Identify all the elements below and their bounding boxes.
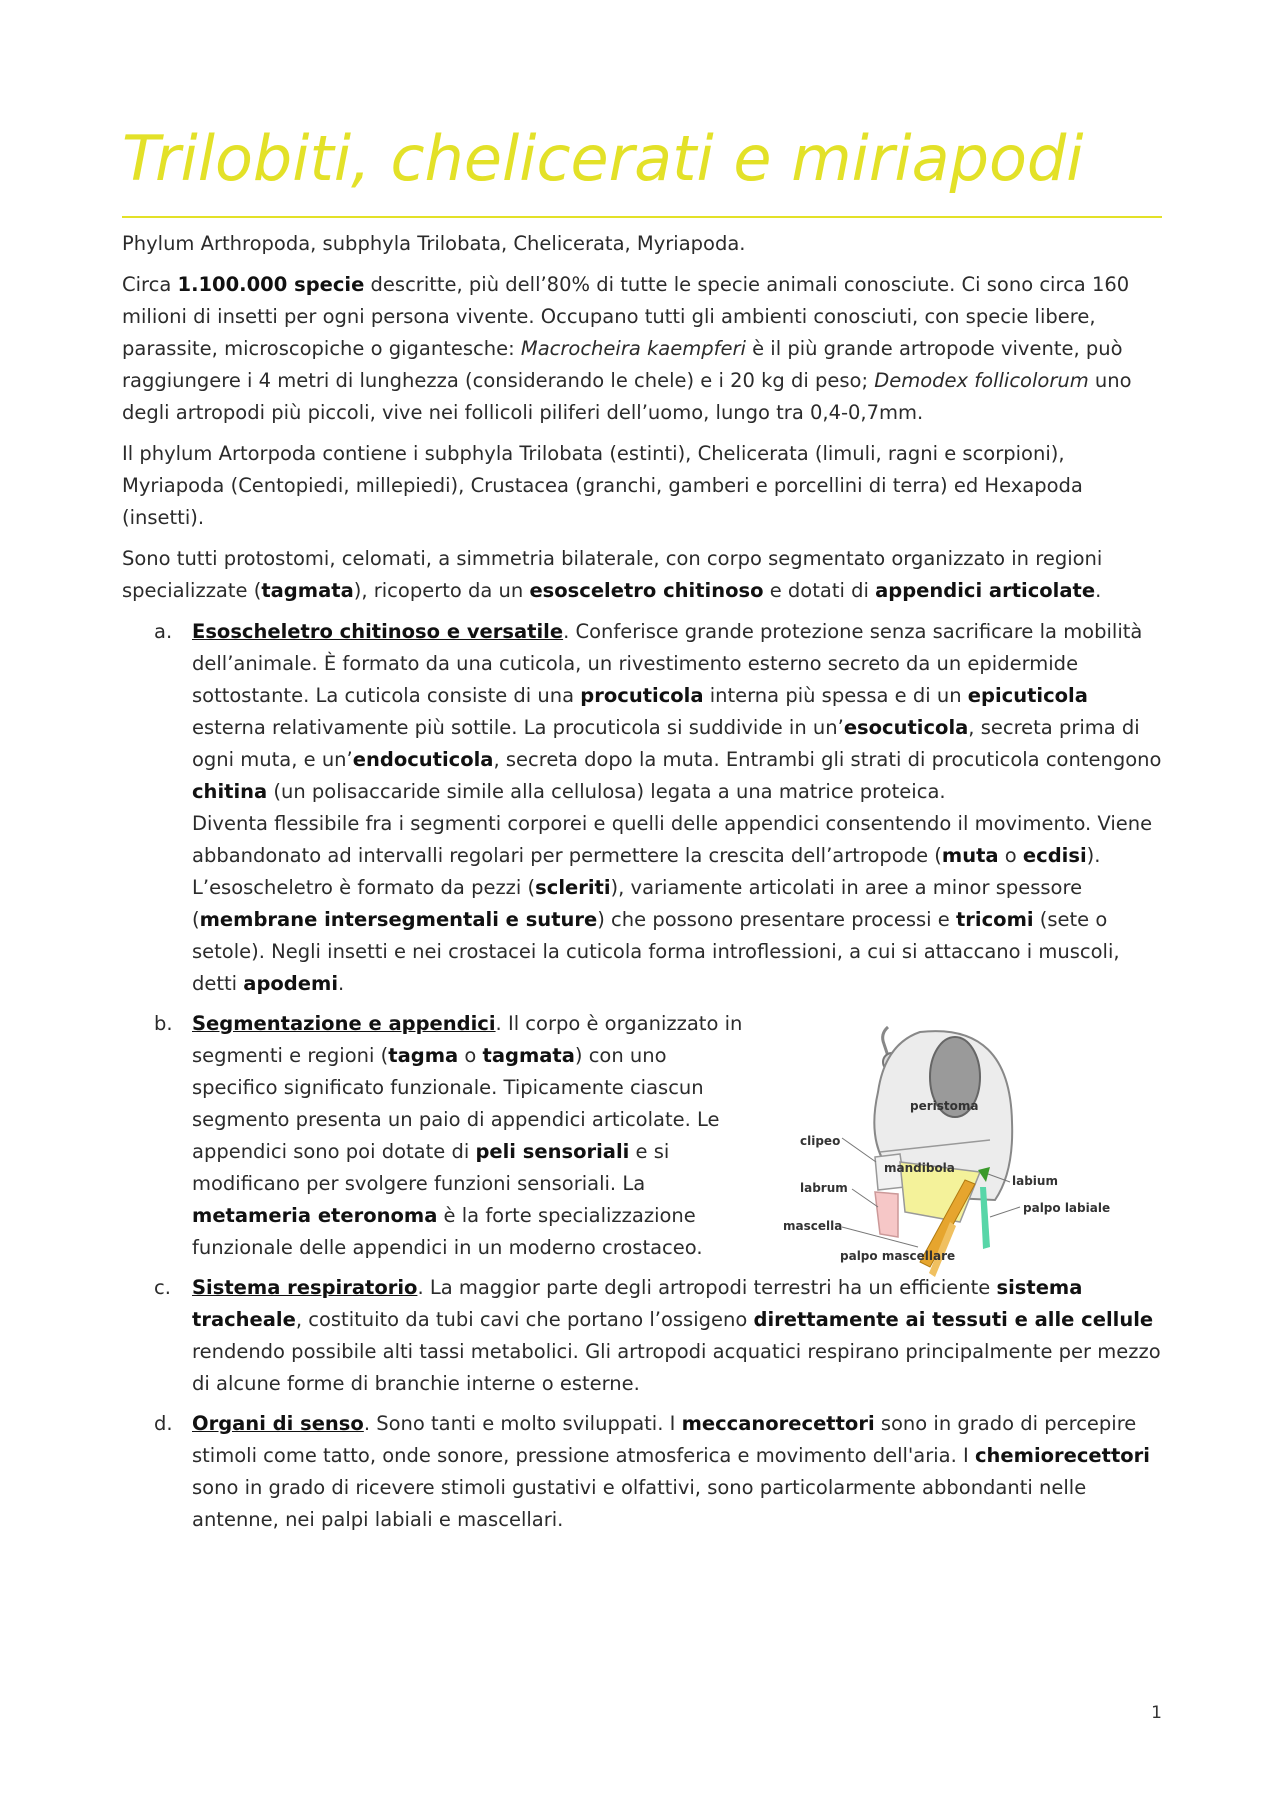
leader-clipeo <box>842 1138 876 1162</box>
title-divider <box>122 216 1162 218</box>
paragraph-subphyla: Il phylum Artorpoda contiene i subphyla Trilobata (estinti), Chelicerata (limuli, ragni e scorpioni), Myriapoda (Centopiedi, millepiedi), Crustacea (granchi, gamberi e porcellini di terra) ed Hexapoda (insetti). <box>122 442 1083 529</box>
label-labrum: labrum <box>800 1181 848 1195</box>
document-page <box>122 118 1162 1544</box>
paragraph-characteristics: Sono tutti protostomi, celomati, a simmetria bilaterale, con corpo segmentato organizzato in regioni specializzate (tagmata), ricoperto da un esosceletro chitinoso e dotati di appendici articolate. <box>122 547 1103 602</box>
list-item: a. Esoscheletro chitinoso e versatile. Conferisce grande protezione senza sacrificare la mobilità dell’animale. È formato da una cuticola, un rivestimento esterno secreto da un epidermide sottostante. La cuticola consiste di una procuticola interna più spessa e di un epicuticola esterna relativamente più sottile. La procuticola si suddivide in un’esocuticola, secreta prima di ogni muta, e un’endocuticola, secreta dopo la muta. Entrambi gli strati di procuticola contengono chitina (un polisaccaride simile alla cellulosa) legata a una matrice proteica. Diventa flessibile fra i segmenti corporei e quelli delle appendici consentendo il movimento. Viene abbandonato ad intervalli regolari per permettere la crescita dell’artropode (muta o ecdisi). L’esoscheletro è formato da pezzi (scleriti), variamente articolati in aree a minor spessore (membrane intersegmentali e suture) che possono presentare processi e tricomi (sete o setole). Negli insetti e nei crostacei la cuticola forma introflessioni, a cui si attaccano i muscoli, detti apodemi. <box>122 616 1162 1000</box>
label-peristoma: peristoma <box>910 1099 979 1113</box>
paragraph-species: Circa 1.100.000 specie descritte, più dell’80% di tutte le specie animali conosciute. Ci sono circa 160 milioni di insetti per ogni persona vivente. Occupano tutti gli ambienti conosciuti, con specie libere, parassite, microscopiche o gigantesche: Macrocheira kaempferi è il più grande artropode vivente, può raggiungere i 4 metri di lunghezza (considerando le chele) e i 20 kg di peso; Demodex follicolorum uno degli artropodi più piccoli, vive nei follicoli piliferi dell’uomo, lungo tra 0,4-0,7mm. <box>122 273 1132 424</box>
list-item: d. Organi di senso. Sono tanti e molto sviluppati. I meccanorecettori sono in grado di percepire stimoli come tatto, onde sonore, pressione atmosferica e movimento dell'aria. I chemiorecettori sono in grado di ricevere stimoli gustativi e olfattivi, sono particolarmente abbondanti nelle antenne, nei palpi labiali e mascellari. <box>122 1408 1162 1536</box>
insect-head-diagram <box>780 1022 1170 1322</box>
antenna-shape <box>883 1027 888 1056</box>
label-labium: labium <box>1012 1174 1058 1188</box>
intro-paragraph: Phylum Arthropoda, subphyla Trilobata, Chelicerata, Myriapoda. <box>122 232 746 255</box>
label-palpo-labiale: palpo labiale <box>1023 1201 1111 1215</box>
leader-labrum <box>852 1189 878 1207</box>
label-palpo-mascellare: palpo mascellare <box>840 1249 956 1263</box>
list-marker: c. <box>154 1276 171 1299</box>
list-item: b. Segmentazione e appendici. Il corpo è organizzato in segmenti e regioni (tagma o tagmata) con uno specifico significato funzionale. Tipicamente ciascun segmento presenta un paio di appendici articolate. Le appendici sono poi dotate di peli sensoriali e si modificano per svolgere funzioni sensoriali. La metameria eteronoma è la forte specializzazione funzionale delle appendici in un moderno crostaceo. <box>122 1008 752 1264</box>
page-title: Trilobiti, chelicerati e miriapodi <box>122 122 1084 195</box>
list-marker: d. <box>154 1412 173 1435</box>
list-marker: a. <box>154 620 173 643</box>
leader-palpo-labiale <box>990 1207 1020 1217</box>
page-number: 1 <box>1151 1703 1162 1723</box>
label-clipeo: clipeo <box>800 1134 841 1148</box>
list-item: c. Sistema respiratorio. La maggior parte degli artropodi terrestri ha un efficiente sistema tracheale, costituito da tubi cavi che portano l’ossigeno direttamente ai tessuti e alle cellule rendendo possibile alti tassi metabolici. Gli artropodi acquatici respirano principalmente per mezzo di alcune forme di branchie interne o esterne. <box>122 1272 1162 1400</box>
list-marker: b. <box>154 1012 173 1035</box>
labrum-shape <box>875 1192 898 1237</box>
label-mascella: mascella <box>783 1219 843 1233</box>
label-mandibola: mandibola <box>884 1161 955 1175</box>
